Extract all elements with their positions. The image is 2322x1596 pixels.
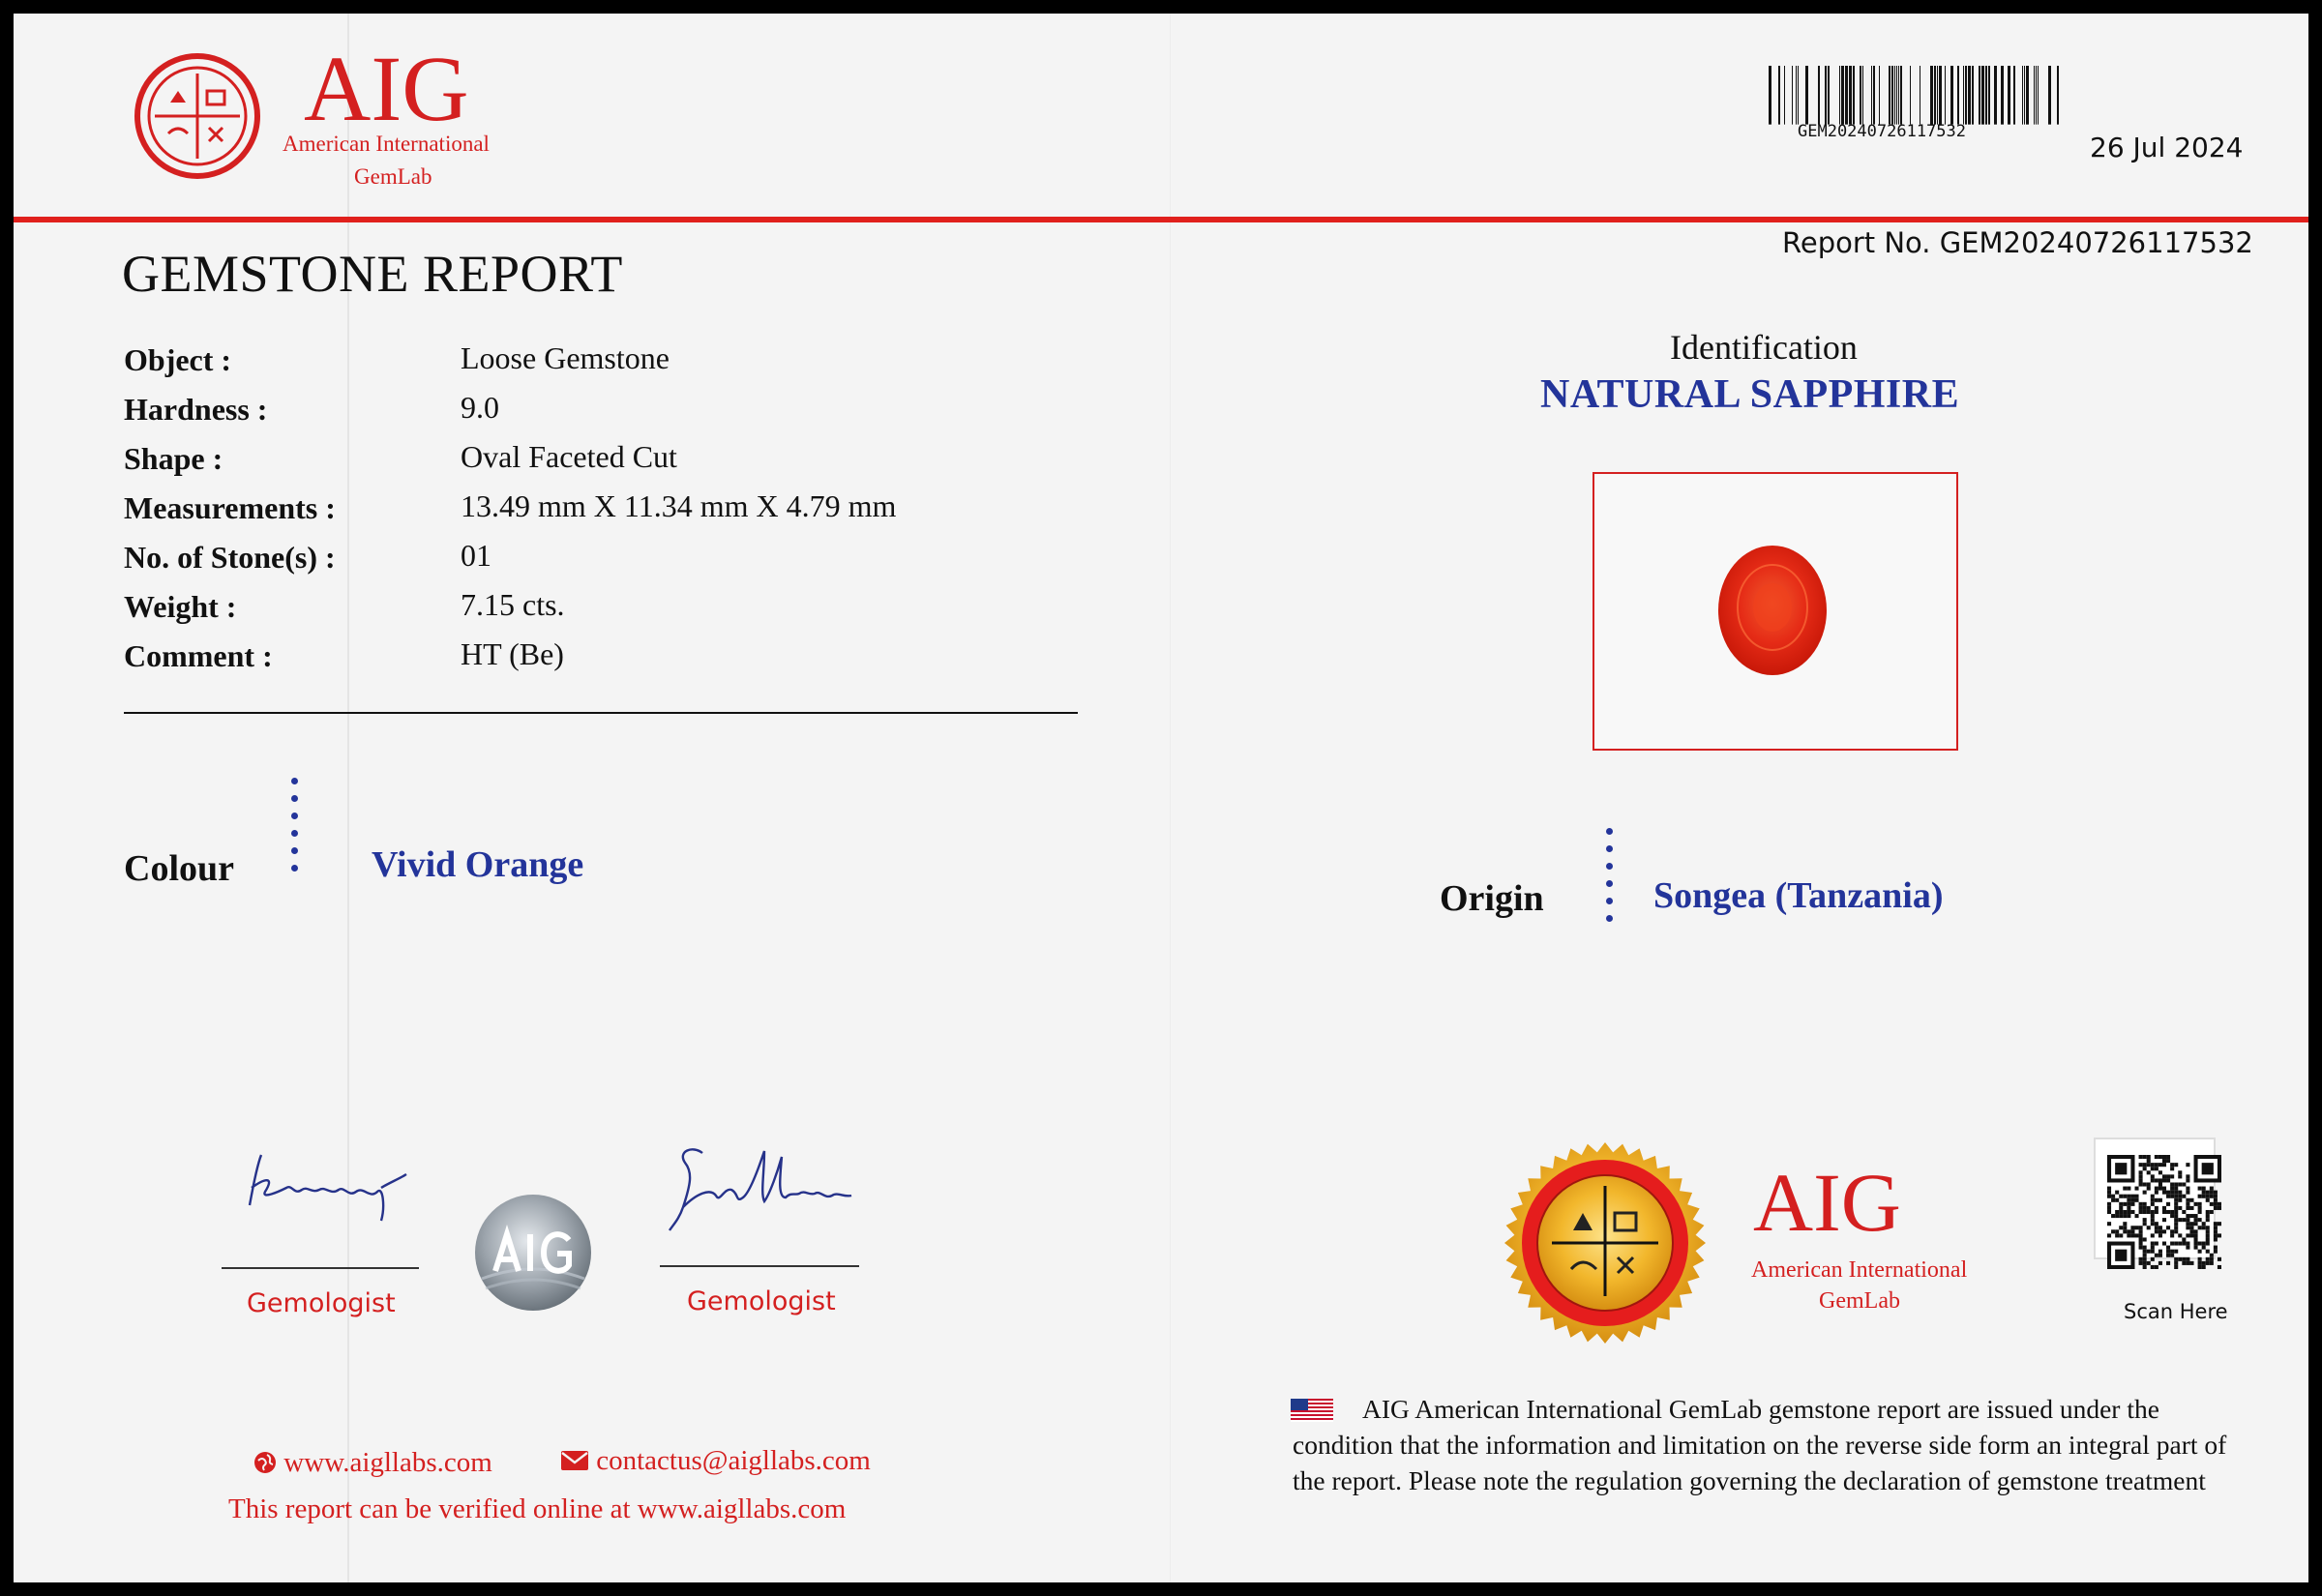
barcode-number: GEM20240726117532	[1798, 122, 1966, 141]
colour-label: Colour	[124, 848, 234, 889]
scan-here-label: Scan Here	[2124, 1300, 2228, 1323]
gemologist-signature-2	[664, 1143, 867, 1236]
gemologist-caption-1: Gemologist	[247, 1288, 396, 1318]
verify-notice: This report can be verified online at www.aigllabs.com	[228, 1493, 847, 1524]
detail-value: HT (Be)	[461, 636, 564, 671]
logo-subtitle-line1: American International	[283, 132, 490, 156]
email-contact[interactable]	[560, 1445, 871, 1477]
details-divider	[124, 712, 1078, 714]
report-date: 26 Jul 2024	[2090, 132, 2244, 163]
brand-subtitle-line1: American International	[1751, 1257, 1968, 1283]
origin-value: Songea (Tanzania)	[1653, 875, 1944, 916]
detail-value: Oval Faceted Cut	[461, 439, 677, 474]
gemstone-report-sheet	[14, 14, 2308, 1582]
gemologist-caption-2: Gemologist	[687, 1286, 836, 1316]
detail-label: Shape :	[124, 441, 223, 476]
envelope-icon	[560, 1450, 589, 1471]
origin-dotted-separator	[1606, 828, 1613, 932]
email-link[interactable]: contactus@aigllabs.com	[596, 1445, 871, 1476]
aig-logo-emblem-icon	[134, 52, 261, 180]
report-number: Report No. GEM20240726117532	[1782, 226, 2253, 259]
detail-label: Object :	[124, 342, 232, 377]
disclaimer-text: AIG American International GemLab gemstone report are issued under the condition that the information and limitation on the reverse side form an integral part of the report. Please note the regulation governing the declaration of gemstone treatment	[1293, 1394, 2227, 1495]
detail-value: 7.15 cts.	[461, 587, 565, 622]
colour-dotted-separator	[291, 778, 298, 882]
identification-label: Identification	[1670, 328, 1858, 367]
detail-label: Hardness :	[124, 392, 268, 427]
aig-brand-text: AIG	[1753, 1156, 1901, 1249]
detail-value: 01	[461, 538, 491, 573]
detail-label: No. of Stone(s) :	[124, 540, 336, 575]
header-divider	[14, 217, 2308, 222]
gemologist-signature-1	[236, 1149, 430, 1227]
detail-label: Comment :	[124, 638, 273, 673]
signature-line-2	[660, 1265, 859, 1267]
signature-line-1	[222, 1267, 419, 1269]
globe-icon	[253, 1451, 277, 1474]
paper-center-fold	[1170, 14, 1171, 1582]
detail-value: 9.0	[461, 390, 499, 425]
brand-subtitle-line2: GemLab	[1819, 1288, 1900, 1314]
qr-code[interactable]	[2107, 1155, 2221, 1269]
aig-hologram-icon	[472, 1192, 594, 1314]
identification-value: NATURAL SAPPHIRE	[1540, 372, 1960, 417]
detail-label: Weight :	[124, 589, 237, 624]
colour-value: Vivid Orange	[372, 844, 584, 885]
origin-label: Origin	[1440, 878, 1544, 919]
aig-logo-text: AIG	[304, 37, 469, 140]
detail-label: Measurements :	[124, 490, 336, 525]
aig-gold-seal-icon	[1503, 1141, 1707, 1345]
logo-subtitle-line2: GemLab	[354, 164, 432, 189]
detail-value: Loose Gemstone	[461, 340, 670, 375]
website-contact[interactable]	[253, 1447, 492, 1479]
gemstone-photo	[1716, 544, 1829, 677]
website-link[interactable]: www.aigllabs.com	[283, 1447, 492, 1478]
page-title: GEMSTONE REPORT	[122, 245, 623, 303]
detail-value: 13.49 mm X 11.34 mm X 4.79 mm	[461, 488, 897, 523]
